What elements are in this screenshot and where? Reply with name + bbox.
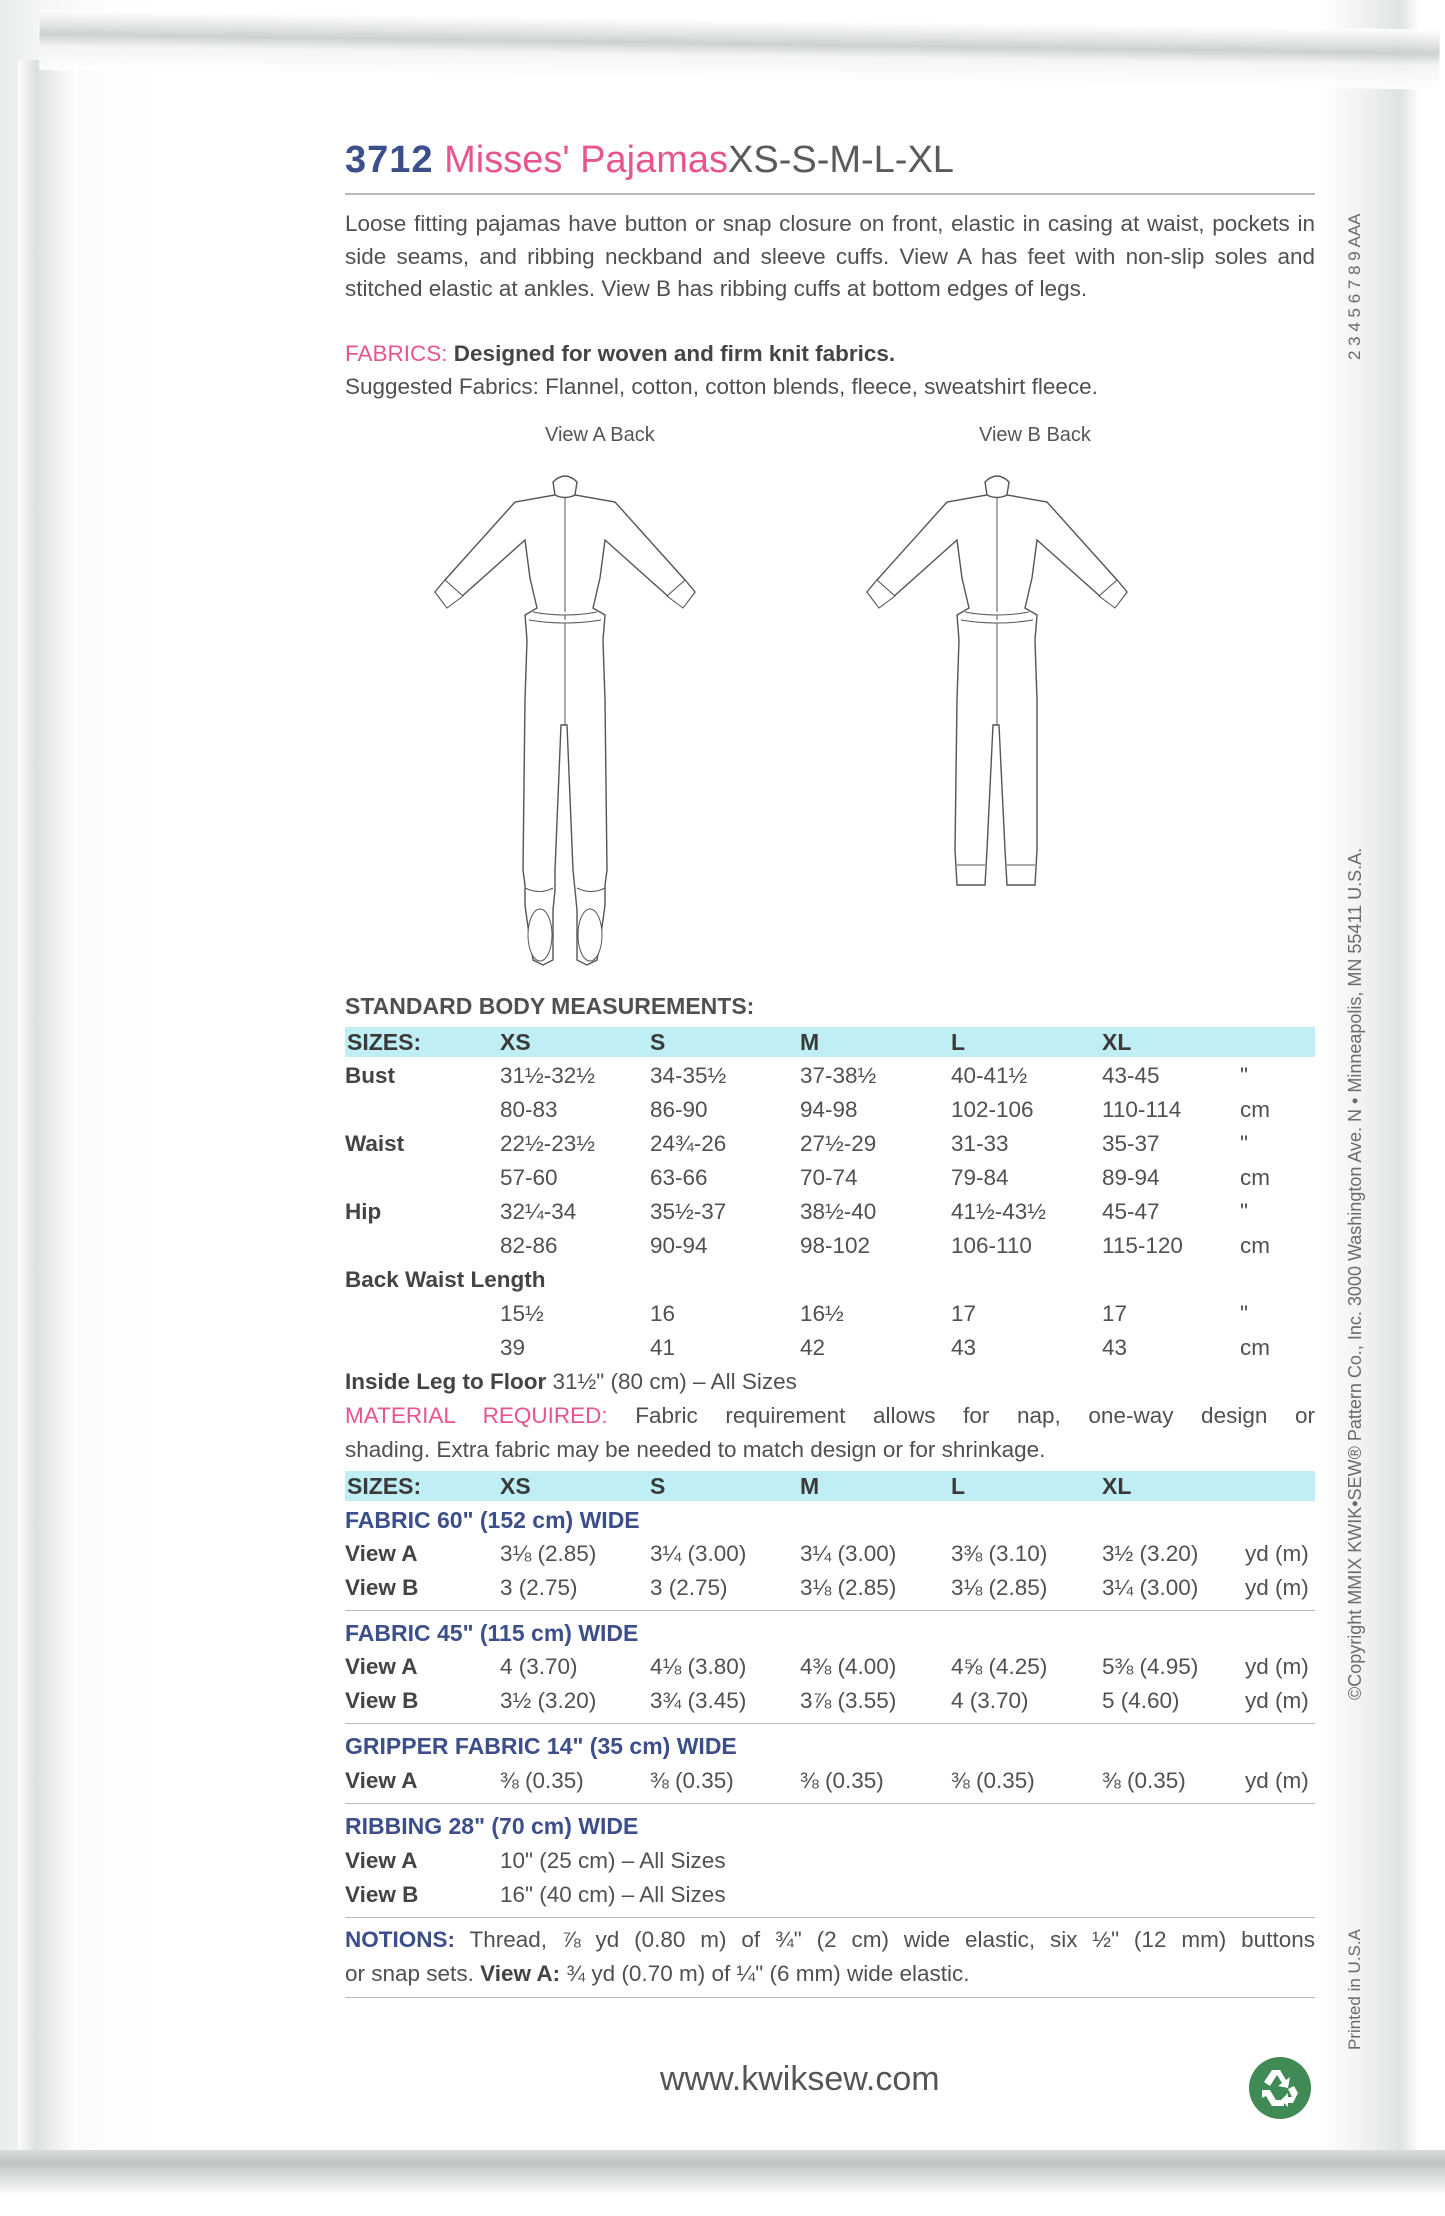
cell: 16 [650, 1301, 676, 1326]
cell: 3⅛ (2.85) [800, 1575, 897, 1600]
unit: yd (m) [1245, 1768, 1309, 1793]
cell: 4 (3.70) [951, 1688, 1029, 1713]
cell: 106-110 [951, 1233, 1032, 1258]
inside-leg-value: 31½" (80 cm) – All Sizes [552, 1369, 797, 1394]
bust-inches-row [345, 1060, 1315, 1092]
cell: 3¼ (3.00) [1102, 1575, 1199, 1600]
cell: 4⅛ (3.80) [650, 1654, 747, 1679]
unit: cm [1240, 1233, 1270, 1258]
section-divider [345, 1723, 1315, 1724]
cell: 115-120 [1102, 1233, 1183, 1258]
cell: 3½ (3.20) [1102, 1541, 1199, 1566]
unit: " [1240, 1063, 1248, 1088]
back-waist-inches-row [345, 1298, 1315, 1330]
cell: 3⅜ (3.10) [951, 1541, 1048, 1566]
fabric-60-view-b-row [345, 1572, 1315, 1604]
notions-text-2a: or snap sets. [345, 1961, 474, 1986]
unit: yd (m) [1245, 1654, 1309, 1679]
unit: " [1240, 1131, 1248, 1156]
ribbing-title: RIBBING 28" (70 cm) WIDE [345, 1813, 639, 1839]
view-b-label: View B Back [979, 424, 1091, 446]
section-divider [345, 1917, 1315, 1918]
row-label: Waist [345, 1131, 405, 1156]
row-label: View A [345, 1848, 418, 1873]
waist-inches-row [345, 1128, 1315, 1160]
fabrics-text: Designed for woven and firm knit fabrics. [453, 341, 896, 366]
size-xs: XS [500, 1029, 531, 1055]
cell: 86-90 [650, 1097, 708, 1122]
material-sizes-band [345, 1471, 1315, 1501]
material-note-1: Fabric requirement allows for nap, one-way design or [635, 1403, 1315, 1428]
gripper-view-a-row [345, 1765, 1315, 1797]
size-l: L [951, 1473, 966, 1499]
size-s: S [650, 1473, 666, 1499]
cell: 32¼-34 [500, 1199, 577, 1224]
cell: 41 [650, 1335, 676, 1360]
section-divider [345, 1610, 1315, 1611]
cell: 43 [1102, 1335, 1128, 1360]
copyright-text: ©Copyright MMIX KWIK•SEW® Pattern Co., Inc. 3000 Washington Ave. N • Minneapolis, MN 55411 U.S.A. [1345, 847, 1365, 1700]
row-label: View A [345, 1654, 418, 1679]
cell: 3¼ (3.00) [650, 1541, 747, 1566]
cell: 3⅛ (2.85) [951, 1575, 1048, 1600]
jumpsuit-cuffed-back-illustration [847, 440, 1267, 940]
cell: 16½ [800, 1301, 844, 1326]
recycle-icon [1248, 2056, 1312, 2120]
cell: 3⅛ (2.85) [500, 1541, 597, 1566]
cell: 15½ [500, 1301, 544, 1326]
fabric-60-view-a-row [345, 1538, 1315, 1570]
cell: 35½-37 [650, 1199, 727, 1224]
cell: 35-37 [1102, 1131, 1160, 1156]
cell: 42 [800, 1335, 826, 1360]
cell: 3 (2.75) [500, 1575, 578, 1600]
fabric-60-title: FABRIC 60" (152 cm) WIDE [345, 1507, 640, 1533]
size-range: XS-S-M-L-XL [728, 139, 954, 181]
cell: ⅜ (0.35) [800, 1768, 884, 1793]
cell: 38½-40 [800, 1199, 877, 1224]
size-m: M [800, 1473, 820, 1499]
cell: 22½-23½ [500, 1131, 596, 1156]
description-text: Loose fitting pajamas have button or snap closure on front, elastic in casing at waist, pockets in side seams, and ribbing neckband and sleeve cuffs. View A has feet with non-slip soles and stitched elastic at ankles. View B has ribbing cuffs at bottom edges of legs. [345, 211, 1315, 301]
fabrics-label: FABRICS: [345, 341, 448, 366]
cell: 5⅜ (4.95) [1102, 1654, 1199, 1679]
size-xl: XL [1102, 1029, 1132, 1055]
cell: 57-60 [500, 1165, 558, 1190]
fabric-45-title: FABRIC 45" (115 cm) WIDE [345, 1620, 639, 1646]
back-waist-cm-row [345, 1332, 1315, 1364]
material-note-2: shading. Extra fabric may be needed to match design or for shrinkage. [345, 1437, 1046, 1462]
unit: " [1240, 1301, 1248, 1326]
jumpsuit-footed-back-illustration [415, 440, 835, 990]
cell: 27½-29 [800, 1131, 877, 1156]
row-label: View B [345, 1882, 419, 1907]
notions-view-a-label: View A: [480, 1961, 561, 1986]
website-link[interactable]: www.kwiksew.com [660, 2060, 940, 2098]
cell: 82-86 [500, 1233, 558, 1258]
cell: 94-98 [800, 1097, 858, 1122]
bust-cm-row [345, 1094, 1315, 1126]
cell: 3½ (3.20) [500, 1688, 597, 1713]
hip-inches-row [345, 1196, 1315, 1228]
fabric-45-view-b-row [345, 1685, 1315, 1717]
cell: 16" (40 cm) – All Sizes [500, 1882, 726, 1907]
printed-in-text: Printed in U.S.A [1345, 1929, 1364, 2050]
unit: cm [1240, 1165, 1270, 1190]
sizes-label: SIZES: [347, 1473, 422, 1499]
row-label: View A [345, 1541, 418, 1566]
unit: cm [1240, 1097, 1270, 1122]
paper-fold-bottom [0, 2150, 1445, 2216]
unit: " [1240, 1199, 1248, 1224]
paper-fold-left [18, 60, 78, 2160]
cell: ⅜ (0.35) [1102, 1768, 1186, 1793]
size-s: S [650, 1029, 666, 1055]
sizes-label: SIZES: [347, 1029, 422, 1055]
cell: 102-106 [951, 1097, 1034, 1122]
sizes-header-band [345, 1027, 1315, 1057]
size-l: L [951, 1029, 966, 1055]
cell: 43-45 [1102, 1063, 1160, 1088]
back-waist-label-row [345, 1264, 1315, 1296]
cell: 3⅞ (3.55) [800, 1688, 897, 1713]
cell: 39 [500, 1335, 526, 1360]
back-waist-label: Back Waist Length [345, 1267, 546, 1292]
cell: 80-83 [500, 1097, 558, 1122]
cell: 24¾-26 [650, 1131, 727, 1156]
cell: 90-94 [650, 1233, 708, 1258]
size-xl: XL [1102, 1473, 1132, 1499]
cell: 43 [951, 1335, 977, 1360]
cell: 4⅝ (4.25) [951, 1654, 1048, 1679]
page-title [345, 138, 954, 182]
size-xs: XS [500, 1473, 531, 1499]
row-label: Hip [345, 1199, 382, 1224]
cell: ⅜ (0.35) [500, 1768, 584, 1793]
notions-line2 [345, 1960, 970, 1988]
ribbing-view-b-row [345, 1879, 1315, 1911]
body-measurements-title: STANDARD BODY MEASUREMENTS: [345, 993, 755, 1019]
cell: 45-47 [1102, 1199, 1160, 1224]
notions-label: NOTIONS: [345, 1927, 455, 1952]
section-divider [345, 1997, 1315, 1998]
ribbing-view-a-row [345, 1845, 1315, 1877]
fabric-45-view-a-row [345, 1651, 1315, 1683]
cell: 17 [951, 1301, 977, 1326]
gripper-fabric-title: GRIPPER FABRIC 14" (35 cm) WIDE [345, 1733, 737, 1759]
suggested-fabrics: Suggested Fabrics: Flannel, cotton, cotton blends, fleece, sweatshirt fleece. [345, 374, 1098, 399]
cell: ⅜ (0.35) [951, 1768, 1035, 1793]
cell: 89-94 [1102, 1165, 1160, 1190]
unit: yd (m) [1245, 1575, 1309, 1600]
unit: cm [1240, 1335, 1270, 1360]
cell: 41½-43½ [951, 1199, 1047, 1224]
cell: 4 (3.70) [500, 1654, 578, 1679]
cell: 17 [1102, 1301, 1128, 1326]
row-label: Bust [345, 1063, 395, 1088]
cell: 4⅜ (4.00) [800, 1654, 897, 1679]
notions-text-2b: ¾ yd (0.70 m) of ¼" (6 mm) wide elastic. [566, 1961, 970, 1986]
waist-cm-row [345, 1162, 1315, 1194]
print-code: 2 3 4 5 6 7 8 9 AAA [1345, 213, 1364, 360]
pattern-name: Misses' Pajamas [444, 139, 728, 181]
notions-text-1: Thread, ⅞ yd (0.80 m) of ¾" (2 cm) wide elastic, six ½" (12 mm) buttons [469, 1927, 1315, 1952]
material-required-line1 [345, 1402, 1315, 1430]
fabrics-line [345, 340, 895, 368]
cell: 79-84 [951, 1165, 1009, 1190]
notions-line1 [345, 1926, 1315, 1954]
inside-leg-line [345, 1368, 797, 1396]
title-divider [345, 193, 1315, 195]
cell: 70-74 [800, 1165, 858, 1190]
cell: 31-33 [951, 1131, 1009, 1156]
cell: 110-114 [1102, 1097, 1182, 1122]
cell: 10" (25 cm) – All Sizes [500, 1848, 726, 1873]
unit: yd (m) [1245, 1688, 1309, 1713]
cell: ⅜ (0.35) [650, 1768, 734, 1793]
cell: 3¾ (3.45) [650, 1688, 747, 1713]
hip-cm-row [345, 1230, 1315, 1262]
unit: yd (m) [1245, 1541, 1309, 1566]
inside-leg-label: Inside Leg to Floor [345, 1369, 547, 1394]
size-m: M [800, 1029, 820, 1055]
view-a-label: View A Back [545, 424, 655, 446]
cell: 98-102 [800, 1233, 871, 1258]
cell: 37-38½ [800, 1063, 877, 1088]
material-required-title: MATERIAL REQUIRED: [345, 1403, 608, 1428]
cell: 40-41½ [951, 1063, 1028, 1088]
row-label: View B [345, 1575, 419, 1600]
row-label: View B [345, 1688, 419, 1713]
cell: 3¼ (3.00) [800, 1541, 897, 1566]
cell: 5 (4.60) [1102, 1688, 1180, 1713]
cell: 3 (2.75) [650, 1575, 728, 1600]
cell: 63-66 [650, 1165, 708, 1190]
section-divider [345, 1803, 1315, 1804]
cell: 31½-32½ [500, 1063, 596, 1088]
pattern-number: 3712 [345, 139, 434, 181]
row-label: View A [345, 1768, 418, 1793]
cell: 34-35½ [650, 1063, 727, 1088]
